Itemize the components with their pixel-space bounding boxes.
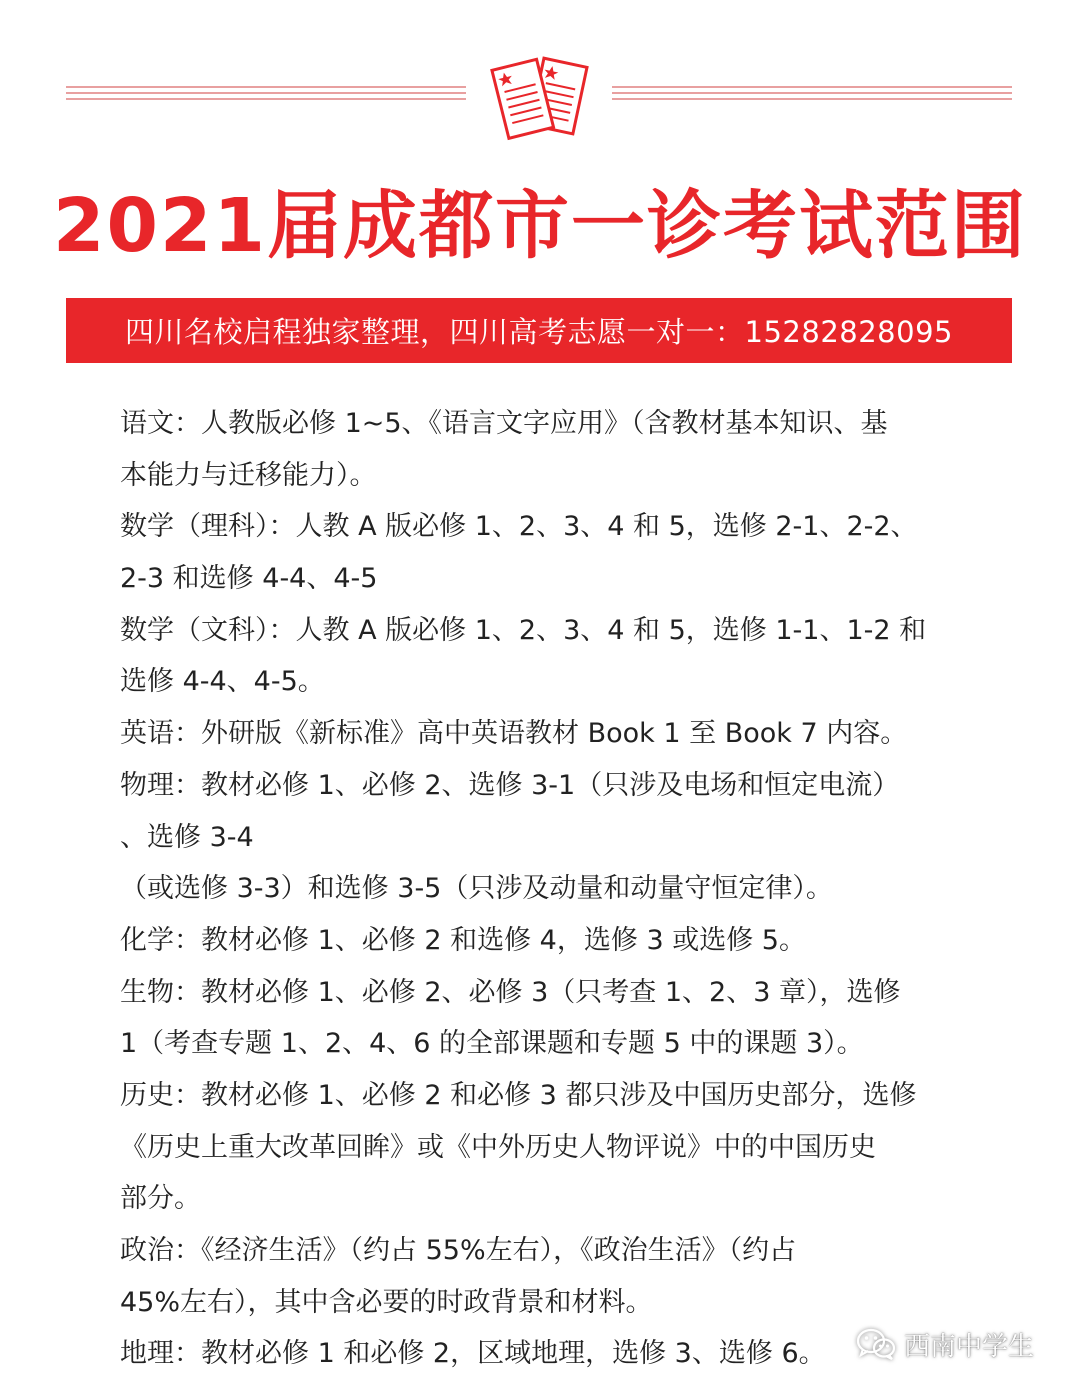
exam-scope-list bbox=[120, 398, 970, 1380]
text-line: 化学：教材必修 1、必修 2 和选修 4，选修 3 或选修 5。 bbox=[120, 924, 806, 956]
text-line: 生物：教材必修 1、必修 2、必修 3（只考查 1、2、3 章），选修 bbox=[120, 976, 901, 1008]
text-line: 语文：人教版必修 1~5、《语言文字应用》（含教材基本知识、基 bbox=[120, 408, 888, 439]
text-line: 数学（文科）：人教 A 版必修 1、2、3、4 和 5，选修 1-1、1-2 和 bbox=[120, 614, 927, 646]
decorative-rule-left bbox=[66, 80, 466, 106]
page-title: 2021届成都市一诊考试范围 bbox=[53, 183, 1027, 269]
text-line: 本能力与迁移能力）。 bbox=[120, 459, 377, 491]
decorative-rule-right bbox=[612, 80, 1012, 106]
exam-papers-icon bbox=[488, 56, 592, 142]
source-watermark bbox=[856, 1324, 1034, 1364]
text-line: 1（考查专题 1、2、4、6 的全部课题和专题 5 中的课题 3）。 bbox=[120, 1028, 864, 1060]
text-line: 物理：教材必修 1、必修 2、选修 3-1（只涉及电场和恒定电流） bbox=[120, 769, 900, 801]
text-line: 、选修 3-4 bbox=[120, 821, 254, 853]
text-line: 数学（理科）：人教 A 版必修 1、2、3、4 和 5，选修 2-1、2-2、 bbox=[120, 511, 918, 543]
text-line: 部分。 bbox=[120, 1183, 201, 1215]
text-line: 历史：教材必修 1、必修 2 和必修 3 都只涉及中国历史部分，选修 bbox=[120, 1079, 917, 1111]
watermark-text: 西南中学生 bbox=[904, 1331, 1035, 1362]
text-line: 英语：外研版《新标准》高中英语教材 Book 1 至 Book 7 内容。 bbox=[120, 718, 908, 750]
source-banner: 四川名校启程独家整理，四川高考志愿一对一：15282828095 bbox=[66, 298, 1012, 363]
text-line: 《历史上重大改革回眸》或《中外历史人物评说》中的中国历史 bbox=[120, 1131, 876, 1163]
text-line: （或选修 3-3）和选修 3-5（只涉及动量和动量守恒定律）。 bbox=[120, 873, 833, 905]
text-line: 政治：《经济生活》（约占 55%左右），《政治生活》（约占 bbox=[120, 1235, 797, 1266]
text-line: 2-3 和选修 4-4、4-5 bbox=[120, 563, 378, 595]
wechat-icon bbox=[856, 1327, 896, 1361]
text-line: 选修 4-4、4-5。 bbox=[120, 666, 325, 698]
text-line: 45%左右），其中含必要的时政背景和材料。 bbox=[120, 1286, 653, 1318]
text-line: 地理：教材必修 1 和必修 2，区域地理，选修 3、选修 6。 bbox=[120, 1338, 826, 1370]
